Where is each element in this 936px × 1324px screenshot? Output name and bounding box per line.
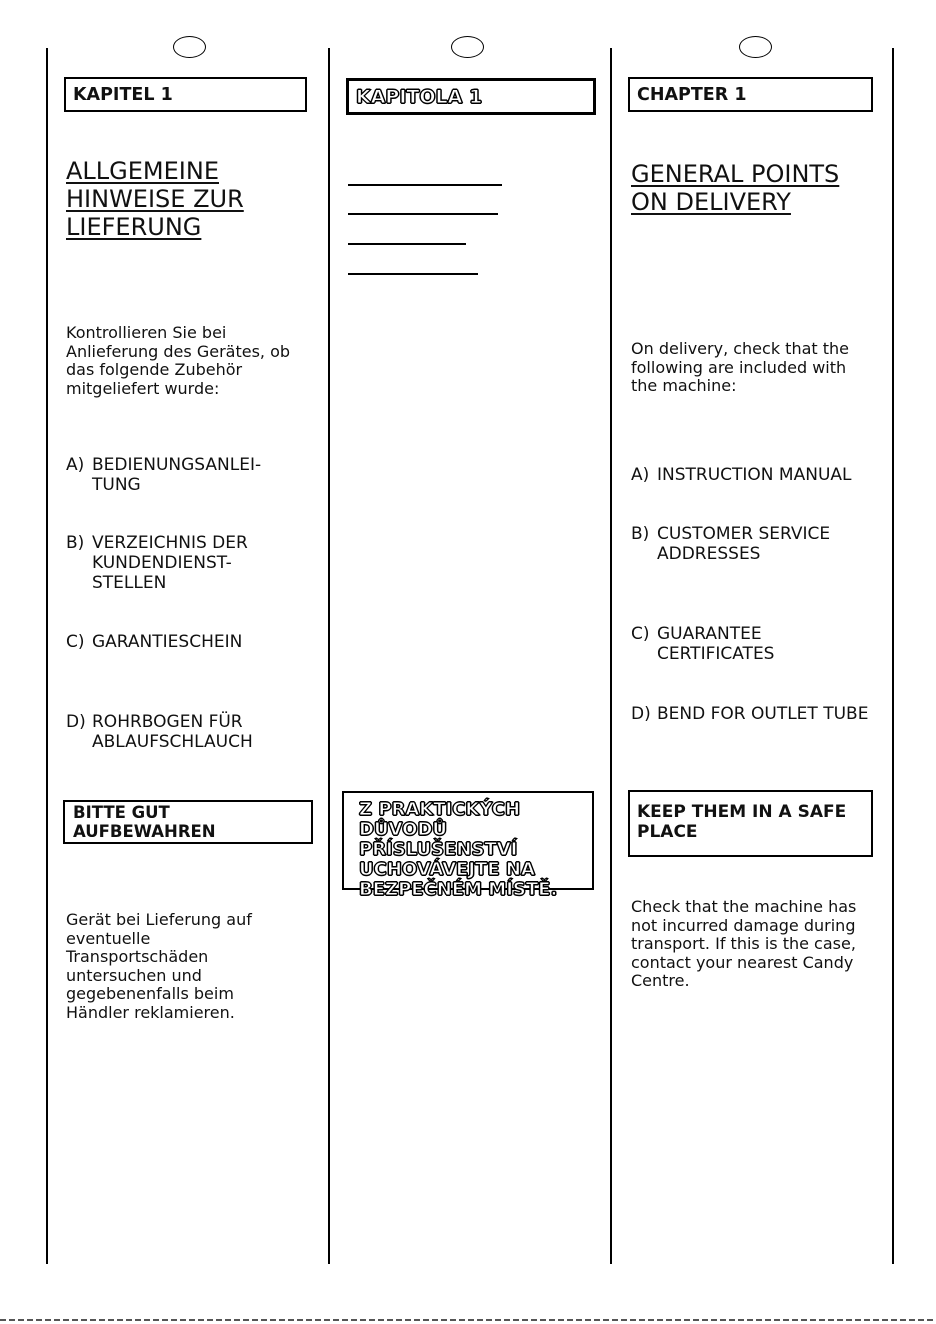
damage-text-english [631,898,856,991]
keep-note-line: Z PRAKTICKÝCH [359,799,521,820]
language-badge-english [739,36,772,58]
text-line: On delivery, check that the [631,339,850,358]
text-line: Check that the machine has [631,897,857,916]
item-line: GARANTIESCHEIN [92,632,243,652]
item-line: ROHRBOGEN FÜR [92,712,243,732]
item-label: A) [631,465,650,485]
text-line: gegebenenfalls beim [66,984,234,1003]
item-line: INSTRUCTION MANUAL [657,465,852,485]
item-line: VERZEICHNIS DER [92,533,248,553]
item-line: GUARANTEE [657,624,762,644]
text-line: Transportschäden [66,947,209,966]
item-label: C) [631,624,650,644]
column-divider-right [892,48,894,1264]
heading-line: HINWEISE ZUR [66,185,244,213]
item-label: C) [66,632,85,652]
item-line: CERTIFICATES [657,644,775,664]
text-line: following are included with [631,357,847,377]
text-line: transport. If this is the case, [631,934,856,953]
text-line: untersuchen und [66,965,202,985]
list-item [66,632,242,652]
missing-heading-line [348,243,466,245]
list-item [631,624,774,664]
item-label: B) [631,524,650,544]
item-label: D) [631,704,651,724]
list-item [631,524,830,564]
keep-note-line: BEZPEČNÉM MÍSTĚ. [359,879,558,900]
intro-text-english [631,340,849,396]
text-line: eventuelle [66,928,151,948]
keep-note-line: KEEP THEM IN A SAFE [637,802,847,822]
item-label: D) [66,712,86,732]
language-badge-czech [451,36,484,58]
text-line: the machine: [631,376,737,395]
keep-note-line: UCHOVÁVEJTE NA [359,859,535,880]
text-line: Gerät bei Lieferung auf [66,910,252,929]
list-item [66,533,248,593]
item-line: BEND FOR OUTLET TUBE [657,704,869,724]
page-bottom-border [0,1319,936,1321]
item-label: A) [66,455,85,475]
list-item [631,465,852,485]
list-item [66,712,253,752]
text-line: mitgeliefert wurde: [66,378,220,398]
column-divider-mid-right [610,48,612,1264]
chapter-title: CHAPTER 1 [637,84,747,105]
text-line: das folgende Zubehör [66,360,243,379]
missing-heading-line [348,213,498,215]
text-line: Anlieferung des Gerätes, ob [66,341,291,361]
keep-note-german [63,800,313,844]
chapter-box-english [628,77,873,112]
list-item [631,704,868,724]
missing-heading-line [348,273,478,275]
item-line: TUNG [92,475,141,495]
item-line: KUNDENDIENST- [92,553,232,573]
column-divider-mid-left [328,48,330,1264]
section-heading-german [66,157,244,241]
item-line: CUSTOMER SERVICE [657,524,831,544]
keep-note-czech [342,791,594,900]
item-line: ABLAUFSCHLAUCH [92,732,253,752]
text-line: contact your nearest Candy [631,952,854,972]
text-line: not incurred damage during [631,915,856,935]
heading-line: ON DELIVERY [631,188,791,216]
item-line: BEDIENUNGSANLEI- [92,455,262,475]
text-line: Kontrollieren Sie bei [66,323,227,342]
item-label: B) [66,533,85,553]
keep-note-line: PLACE [637,822,698,842]
missing-heading-line [348,184,502,186]
chapter-box-german [64,77,307,112]
item-line: ADDRESSES [657,544,761,564]
keep-note-text: BITTE GUT AUFBEWAHREN [73,803,216,841]
intro-text-german [66,324,290,398]
text-line: Centre. [631,971,690,990]
chapter-box-czech [346,78,596,115]
keep-note-english [628,790,873,857]
language-badge-german [173,36,206,58]
list-item [66,455,261,495]
heading-line: ALLGEMEINE [66,157,219,185]
section-heading-english [631,160,839,216]
heading-line: LIEFERUNG [66,213,202,241]
heading-line: GENERAL POINTS [631,160,840,188]
column-divider-left [46,48,48,1264]
chapter-title: KAPITEL 1 [73,84,173,105]
item-line: STELLEN [92,573,167,593]
chapter-title: KAPITOLA 1 [356,85,483,108]
text-line: Händler reklamieren. [66,1002,235,1022]
damage-text-german [66,911,252,1022]
keep-note-line: DŮVODŮ PŘÍSLUŠENSTVÍ [359,819,518,860]
